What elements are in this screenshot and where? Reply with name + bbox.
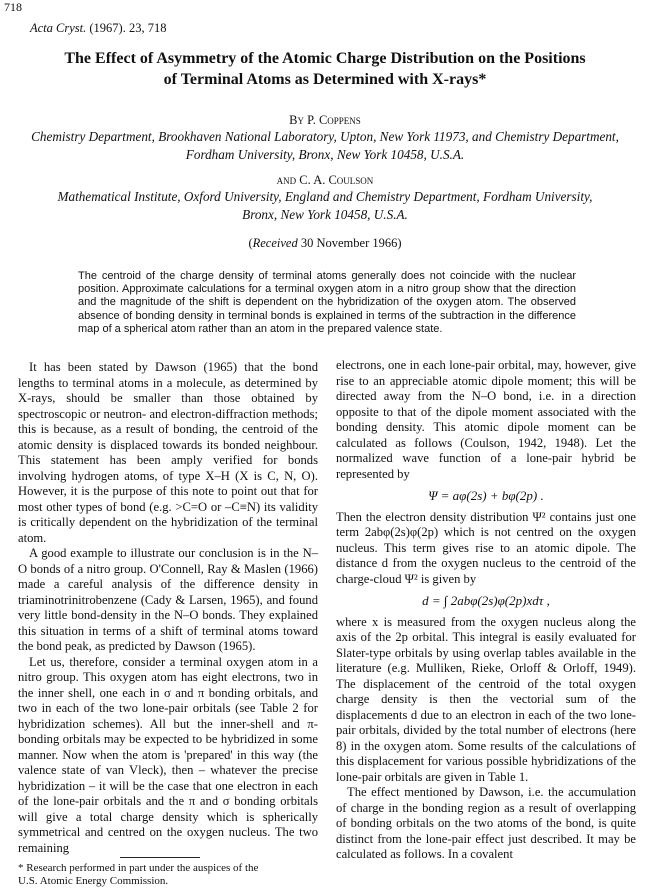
affiliation-line: Chemistry Department, Brookhaven National Laboratory, Upton, New York 11973, and Chemistry Department, [31,129,619,144]
paragraph: Then the electron density distribution Ψ² contains just one term 2abφ(2s)φ(2p) which is not centred on the oxygen nucleus. This term gives rise to an atomic dipole. The distance d from the oxygen nucleus to the centroid of the charge-cloud Ψ² is given by [336,509,636,586]
author-1-affiliation [20,128,630,164]
author-1-prefix: By [289,113,308,127]
affiliation-line: Bronx, New York 10458, U.S.A. [242,207,408,222]
journal-citation [30,21,166,36]
abstract: The centroid of the charge density of terminal atoms generally does not coincide with the nuclear position. Approximate calculations for a terminal oxygen atom in a nitro group show that the direction and the magnitude of the shift is dependent on the hybridization of the oxygen atom. The observed absence of bonding density in terminal bonds is explained in terms of the subtraction in the difference map of a spherical atom rather than an atom in the prepared valence state. [78,270,576,335]
paragraph: Let us, therefore, consider a terminal oxygen atom in a nitro group. This oxygen atom has eight electrons, two in the inner shell, one each in σ and π bonding orbitals, and two in each of the two lone-pair orbitals (see Table 2 for hybridization schemes). All but the inner-shell and π-bonding orbitals may be expected to be hybridized in some manner. Now when the atom is 'prepared' in this way (the valence state of van Vleck), then – whatever the precise hybridization – it will be the case that one electron in each of the lone-pair orbitals and the π and σ bonding orbitals will give a total charge density which is spherically symmetrical and centred on the oxygen nucleus. The two remaining [18,654,318,855]
footnote-line: U.S. Atomic Energy Commission. [18,875,169,887]
author-2 [0,173,650,188]
equation-wavefunction: Ψ = aφ(2s) + bφ(2p) . [428,488,544,503]
paragraph: where x is measured from the oxygen nucleus along the axis of the 2p orbital. This integral is easily evaluated for Slater-type orbitals by using overlap tables available in the literature (e.g. Mulliken, Rieke, Orloff & Orloff, 1949). The displacement of the centroid of the total oxygen charge density is then the vectorial sum of the displacements d due to an electron in each of the two lone-pair orbitals, divided by the total number of electrons (here 8) in the oxygen atom. Some results of the calculations of this displacement for various possible hybridizations of the lone-pair orbitals are given in Table 1. [336,614,636,784]
journal-volume: (1967). 23, 718 [86,21,167,35]
paragraph: electrons, one in each lone-pair orbital, may, however, give rise to an appreciable atomic dipole moment; this will be directed away from the N–O bond, i.e. in a direction opposite to that of the dipole moment associated with the bonding density. This atomic dipole moment can be calculated as follows (Coulson, 1942, 1948). Let the normalized wave function of a lone-pair hybrid be represented by [336,358,636,481]
body-column-left [18,360,318,856]
affiliation-line: Mathematical Institute, Oxford University, England and Chemistry Department, Fordham University, [57,189,593,204]
footnote [18,862,318,888]
title-line-1: The Effect of Asymmetry of the Atomic Charge Distribution on the Positions [64,50,586,67]
paragraph: The effect mentioned by Dawson, i.e. the accumulation of charge in the bonding region as a result of overlapping of bonding orbitals on the two atoms of the bond, is quite distinct from the lone-pair effect just described. It may be calculated as follows. In a covalent [336,785,636,861]
footnote-line: * Research performed in part under the auspices of the [18,862,259,874]
author-1-name: P. Coppens [307,113,361,127]
equation-displacement: d = ∫ 2abφ(2s)φ(2p)xdτ , [422,593,550,608]
page-number: 718 [4,0,22,14]
body-column-right [336,358,636,863]
author-2-affiliation [20,188,630,224]
footnote-divider [120,857,200,858]
paper-title [20,48,630,90]
received-date: (Received 30 November 1966) [248,236,402,250]
paragraph: A good example to illustrate our conclusion is in the N–O bonds of a nitro group. O'Connell, Ray & Maslen (1966) made a careful analysis of the difference density in triaminotrinitrobenzene (Cady & Larsen, 1965), and found very little bond-density in the N–O bonds. They explained this situation in terms of a shift of terminal atoms toward the bond peak, as predicted by Dawson (1965). [18,546,318,653]
affiliation-line: Fordham University, Bronx, New York 10458, U.S.A. [185,147,465,162]
received-label: Received [252,236,298,250]
author-1 [0,113,650,128]
author-2-prefix: and [276,173,300,187]
title-line-2: of Terminal Atoms as Determined with X-rays* [163,71,487,88]
author-2-name: C. A. Coulson [299,173,374,187]
received-value: 30 November 1966 [300,236,398,250]
journal-name: Acta Cryst. [30,21,87,35]
paragraph: It has been stated by Dawson (1965) that the bond lengths to terminal atoms in a molecule, as determined by X-rays, should be smaller than those obtained by spectroscopic or neutron- and electron-diffraction methods; this is because, as a result of bonding, the centroid of the atomic density is displaced towards its bonded neighbour. This statement has been amply verified for bonds involving hydrogen atoms, of type X–H (X is C, N, O). However, it is the purpose of this note to point out that for most other types of bond (e.g. >C=O or –C≡N) its validity is critically dependent on the hybridization of the terminal atom. [18,360,318,545]
